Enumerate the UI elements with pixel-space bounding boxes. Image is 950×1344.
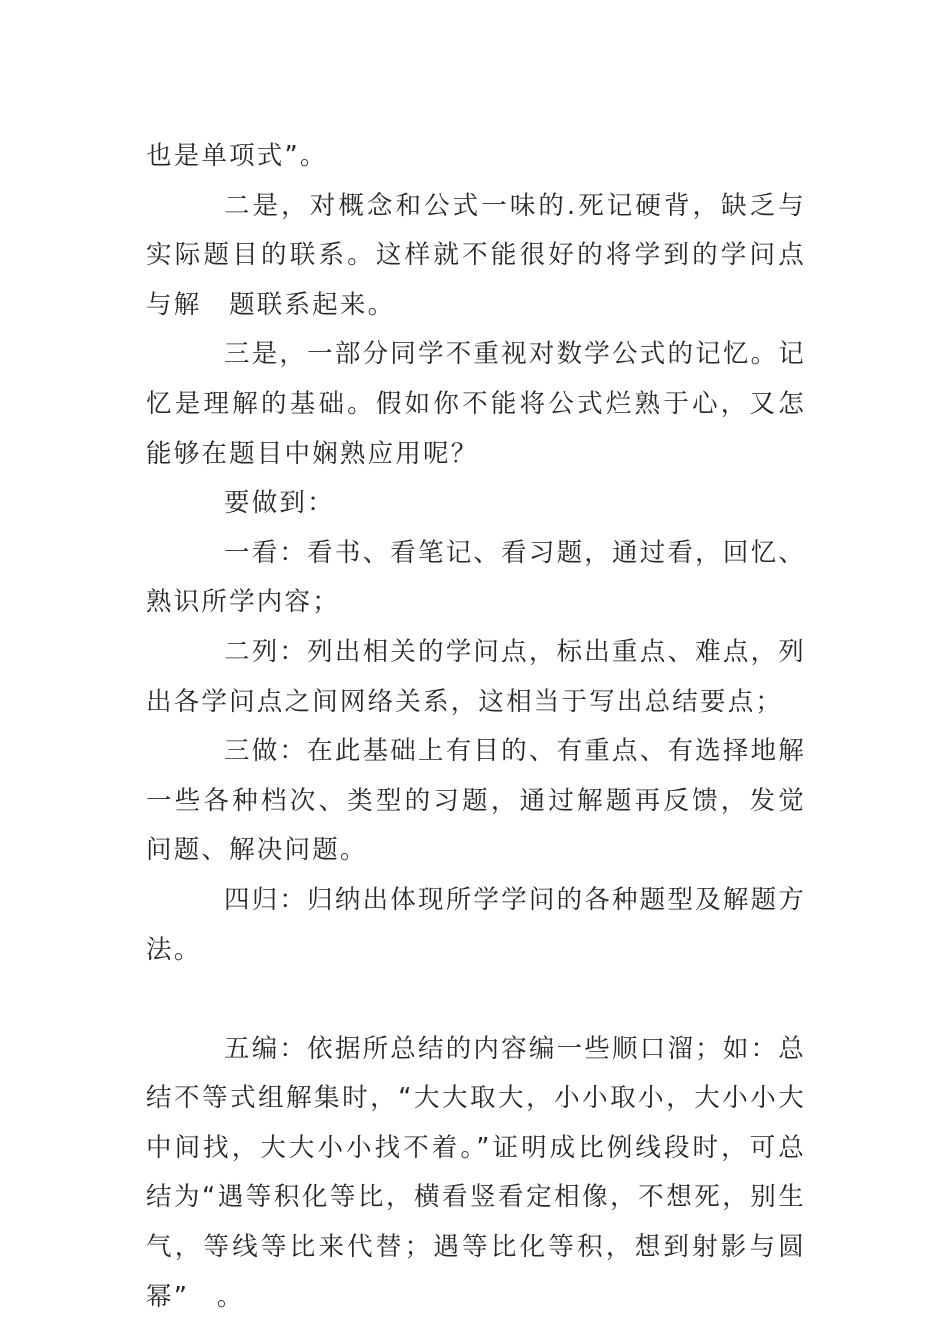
- paragraph-step-summarize: 四归：归纳出体现所学学问的各种题型及解题方法。: [146, 884, 806, 965]
- paragraph-point-two: 二是，对概念和公式一味的.死记硬背，缺乏与实际题目的联系。这样就不能很好的将学到的学问点与解 题联系起来。: [146, 190, 806, 320]
- paragraph-step-look: 一看：看书、看笔记、看习题，通过看，回忆、熟识所学内容；: [146, 537, 806, 618]
- paragraph-step-compose: 五编：依据所总结的内容编一些顺口溜；如：总结不等式组解集时，“大大取大，小小取小，大小小大中间找，大大小小找不着。”证明成比例线段时，可总结为“遇等积化等比，横看竖看定相像，不想死，别生气，等线等比来代替；遇等比化等积，想到射影与圆幂” 。: [146, 1033, 806, 1312]
- paragraph-step-list: 二列：列出相关的学问点，标出重点、难点，列出各学问点之间网络关系，这相当于写出总结要点；: [146, 636, 806, 717]
- paragraph-step-do: 三做：在此基础上有目的、有重点、有选择地解一些各种档次、类型的习题，通过解题再反馈，发觉问题、解决问题。: [146, 736, 806, 866]
- paragraph-continuation: 也是单项式”。: [146, 141, 328, 171]
- paragraph-point-three: 三是，一部分同学不重视对数学公式的记忆。记忆是理解的基础。假如你不能将公式烂熟于心，又怎能够在题目中娴熟应用呢？: [146, 339, 806, 469]
- paragraph-requirements-heading: 要做到：: [224, 488, 335, 519]
- document-body: [146, 132, 806, 1322]
